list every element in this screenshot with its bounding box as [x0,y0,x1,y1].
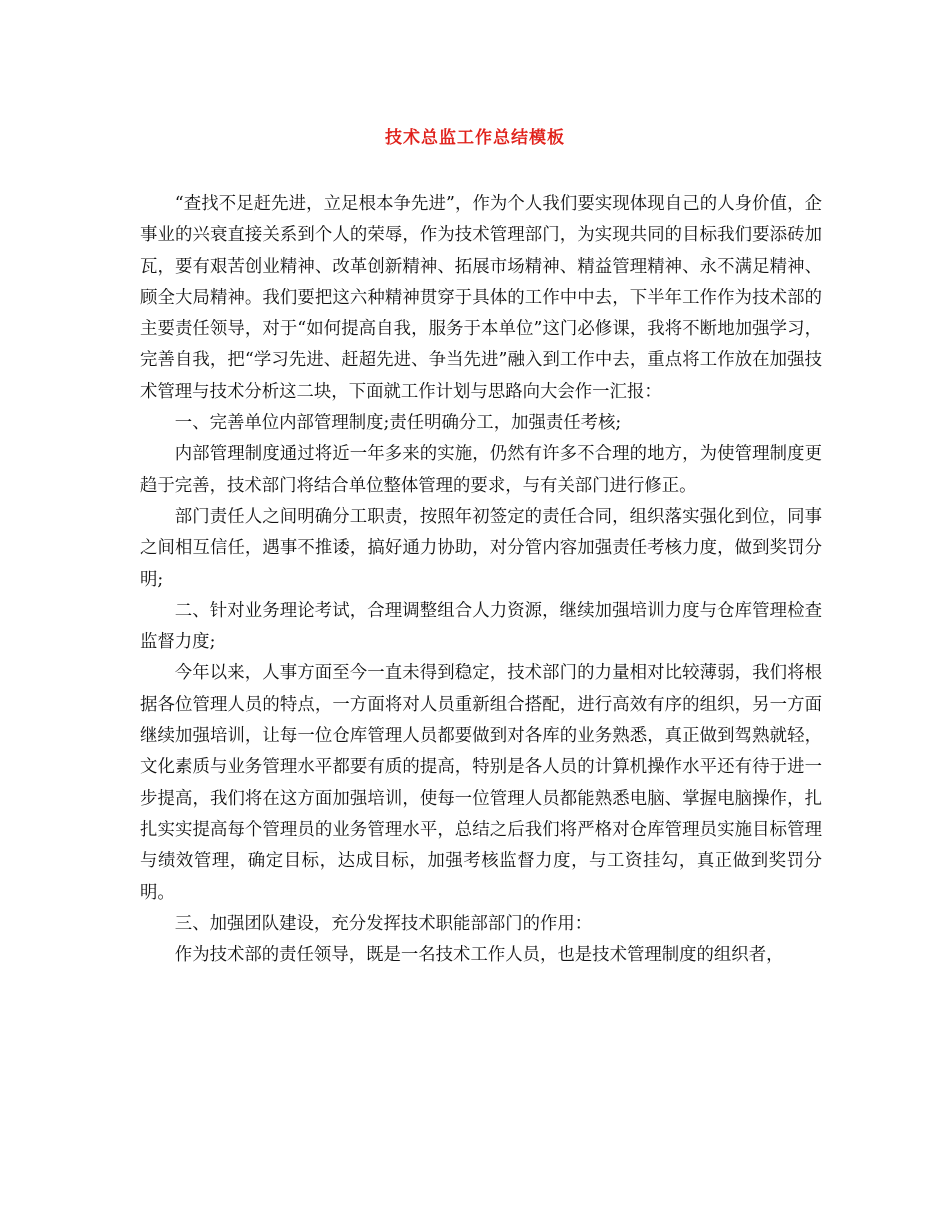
document-title: 技术总监工作总结模板 [385,128,565,148]
paragraph-2-1: 今年以来，人事方面至今一直未得到稳定，技术部门的力量相对比较薄弱，我们将根据各位管理人员的特点，一方面将对人员重新组合搭配，进行高效有序的组织，另一方面继续加强培训，让每一位仓库管理人员都要做到对各库的业务熟悉，真正做到驾熟就轻，文化素质与业务管理水平都要有质的提高，特别是各人员的计算机操作水平还有待于进一步提高，我们将在这方面加强培训，使每一位管理人员都能熟悉电脑、掌握电脑操作，扎扎实实提高每个管理员的业务管理水平，总结之后我们将严格对仓库管理员实施目标管理与绩效管理，确定目标，达成目标，加强考核监督力度，与工资挂勾，真正做到奖罚分明。 [140,663,822,903]
paragraph-heading-3: 三、加强团队建设，充分发挥技术职能部部门的作用： [174,913,593,934]
paragraph-heading-1: 一、完善单位内部管理制度;责任明确分工，加强责任考核; [174,413,622,434]
paragraph-3-1: 作为技术部的责任领导，既是一名技术工作人员，也是技术管理制度的组织者， [174,945,784,966]
paragraph-intro: “查找不足赶先进，立足根本争先进”，作为个人我们要实现体现自己的人身价值，企事业的兴衰直接关系到个人的荣辱，作为技术管理部门，为实现共同的目标我们要添砖加瓦，要有艰苦创业精神、改革创新精神、拓展市场精神、精益管理精神、永不满足精神、顾全大局精神。我们要把这六种精神贯穿于具体的工作中中去，下半年工作作为技术部的主要责任领导，对于“如何提高自我，服务于本单位”这门必修课，我将不断地加强学习，完善自我，把“学习先进、赶超先进、争当先进”融入到工作中去，重点将工作放在加强技术管理与技术分析这二块，下面就工作计划与思路向大会作一汇报： [140,194,822,402]
document-body [140,189,822,971]
paragraph-1-2: 部门责任人之间明确分工职责，按照年初签定的责任合同，组织落实强化到位，同事之间相互信任，遇事不推诿，搞好通力协助，对分管内容加强责任考核力度，做到奖罚分明; [140,506,822,590]
paragraph-heading-2: 二、针对业务理论考试，合理调整组合人力资源，继续加强培训力度与仓库管理检查监督力度; [140,600,822,653]
paragraph-1-1: 内部管理制度通过将近一年多来的实施，仍然有许多不合理的地方，为使管理制度更趋于完善，技术部门将结合单位整体管理的要求，与有关部门进行修正。 [140,444,822,496]
